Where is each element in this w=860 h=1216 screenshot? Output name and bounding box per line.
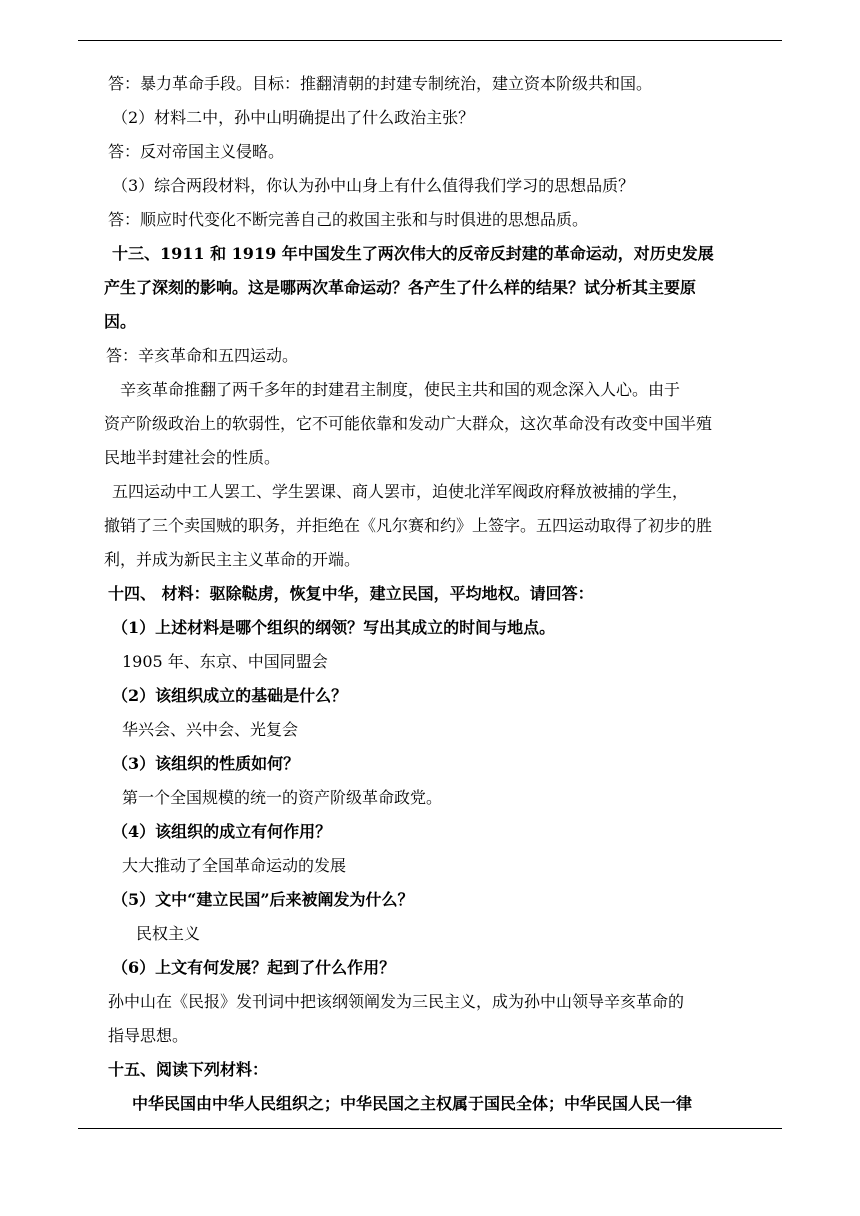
header-rule xyxy=(78,40,782,41)
question-13-line: 因。 xyxy=(104,312,137,331)
footer-rule xyxy=(78,1128,782,1129)
paragraph-line: 利，并成为新民主主义革命的开端。 xyxy=(104,550,361,569)
paragraph-line: 辛亥革命推翻了两千多年的封建君主制度，使民主共和国的观念深入人心。由于 xyxy=(120,380,681,399)
answer-line: 答：反对帝国主义侵略。 xyxy=(108,142,285,161)
answer-line: 孙中山在《民报》发刊词中把该纲领阐发为三民主义，成为孙中山领导辛亥革命的 xyxy=(108,992,685,1011)
sub-question-line: （5）文中“建立民国”后来被阐发为什么？ xyxy=(112,890,414,909)
answer-line: 大大推动了全国革命运动的发展 xyxy=(122,856,347,875)
question-14-line: 十四、 材料：驱除鞑虏，恢复中华，建立民国，平均地权。请回答： xyxy=(108,584,594,603)
answer-line: 1905 年、东京、中国同盟会 xyxy=(122,652,328,671)
answer-line: 指导思想。 xyxy=(108,1026,189,1045)
question-13-line: 十三、1911 和 1919 年中国发生了两次伟大的反帝反封建的革命运动，对历史发展 xyxy=(112,244,714,263)
material-line: 中华民国由中华人民组织之；中华民国之主权属于国民全体；中华民国人民一律 xyxy=(132,1094,693,1113)
question-line: （3）综合两段材料，你认为孙中山身上有什么值得我们学习的思想品质？ xyxy=(112,176,635,195)
answer-line: 民权主义 xyxy=(136,924,201,943)
sub-question-line: （3）该组织的性质如何？ xyxy=(112,754,300,773)
question-line: （2）材料二中，孙中山明确提出了什么政治主张？ xyxy=(112,108,475,127)
paragraph-line: 撤销了三个卖国贼的职务，并拒绝在《凡尔赛和约》上签字。五四运动取得了初步的胜 xyxy=(104,516,713,535)
question-15-line: 十五、阅读下列材料： xyxy=(108,1060,269,1079)
sub-question-line: （6）上文有何发展？起到了什么作用？ xyxy=(112,958,396,977)
answer-line: 第一个全国规模的统一的资产阶级革命政党。 xyxy=(122,788,443,807)
paragraph-line: 资产阶级政治上的软弱性，它不可能依靠和发动广大群众，这次革命没有改变中国半殖 xyxy=(104,414,713,433)
answer-line: 答：辛亥革命和五四运动。 xyxy=(106,346,299,365)
answer-line: 华兴会、兴中会、光复会 xyxy=(122,720,299,739)
sub-question-line: （1）上述材料是哪个组织的纲领？写出其成立的时间与地点。 xyxy=(112,618,556,637)
answer-line: 答：暴力革命手段。目标：推翻清朝的封建专制统治，建立资本阶级共和国。 xyxy=(108,74,653,93)
answer-line: 答：顺应时代变化不断完善自己的救国主张和与时俱进的思想品质。 xyxy=(108,210,589,229)
paragraph-line: 民地半封建社会的性质。 xyxy=(104,448,281,467)
paragraph-line: 五四运动中工人罢工、学生罢课、商人罢市，迫使北洋军阀政府释放被捕的学生， xyxy=(112,482,689,501)
sub-question-line: （2）该组织成立的基础是什么？ xyxy=(112,686,348,705)
sub-question-line: （4）该组织的成立有何作用？ xyxy=(112,822,332,841)
question-13-line: 产生了深刻的影响。这是哪两次革命运动？各产生了什么样的结果？试分析其主要原 xyxy=(104,278,697,297)
